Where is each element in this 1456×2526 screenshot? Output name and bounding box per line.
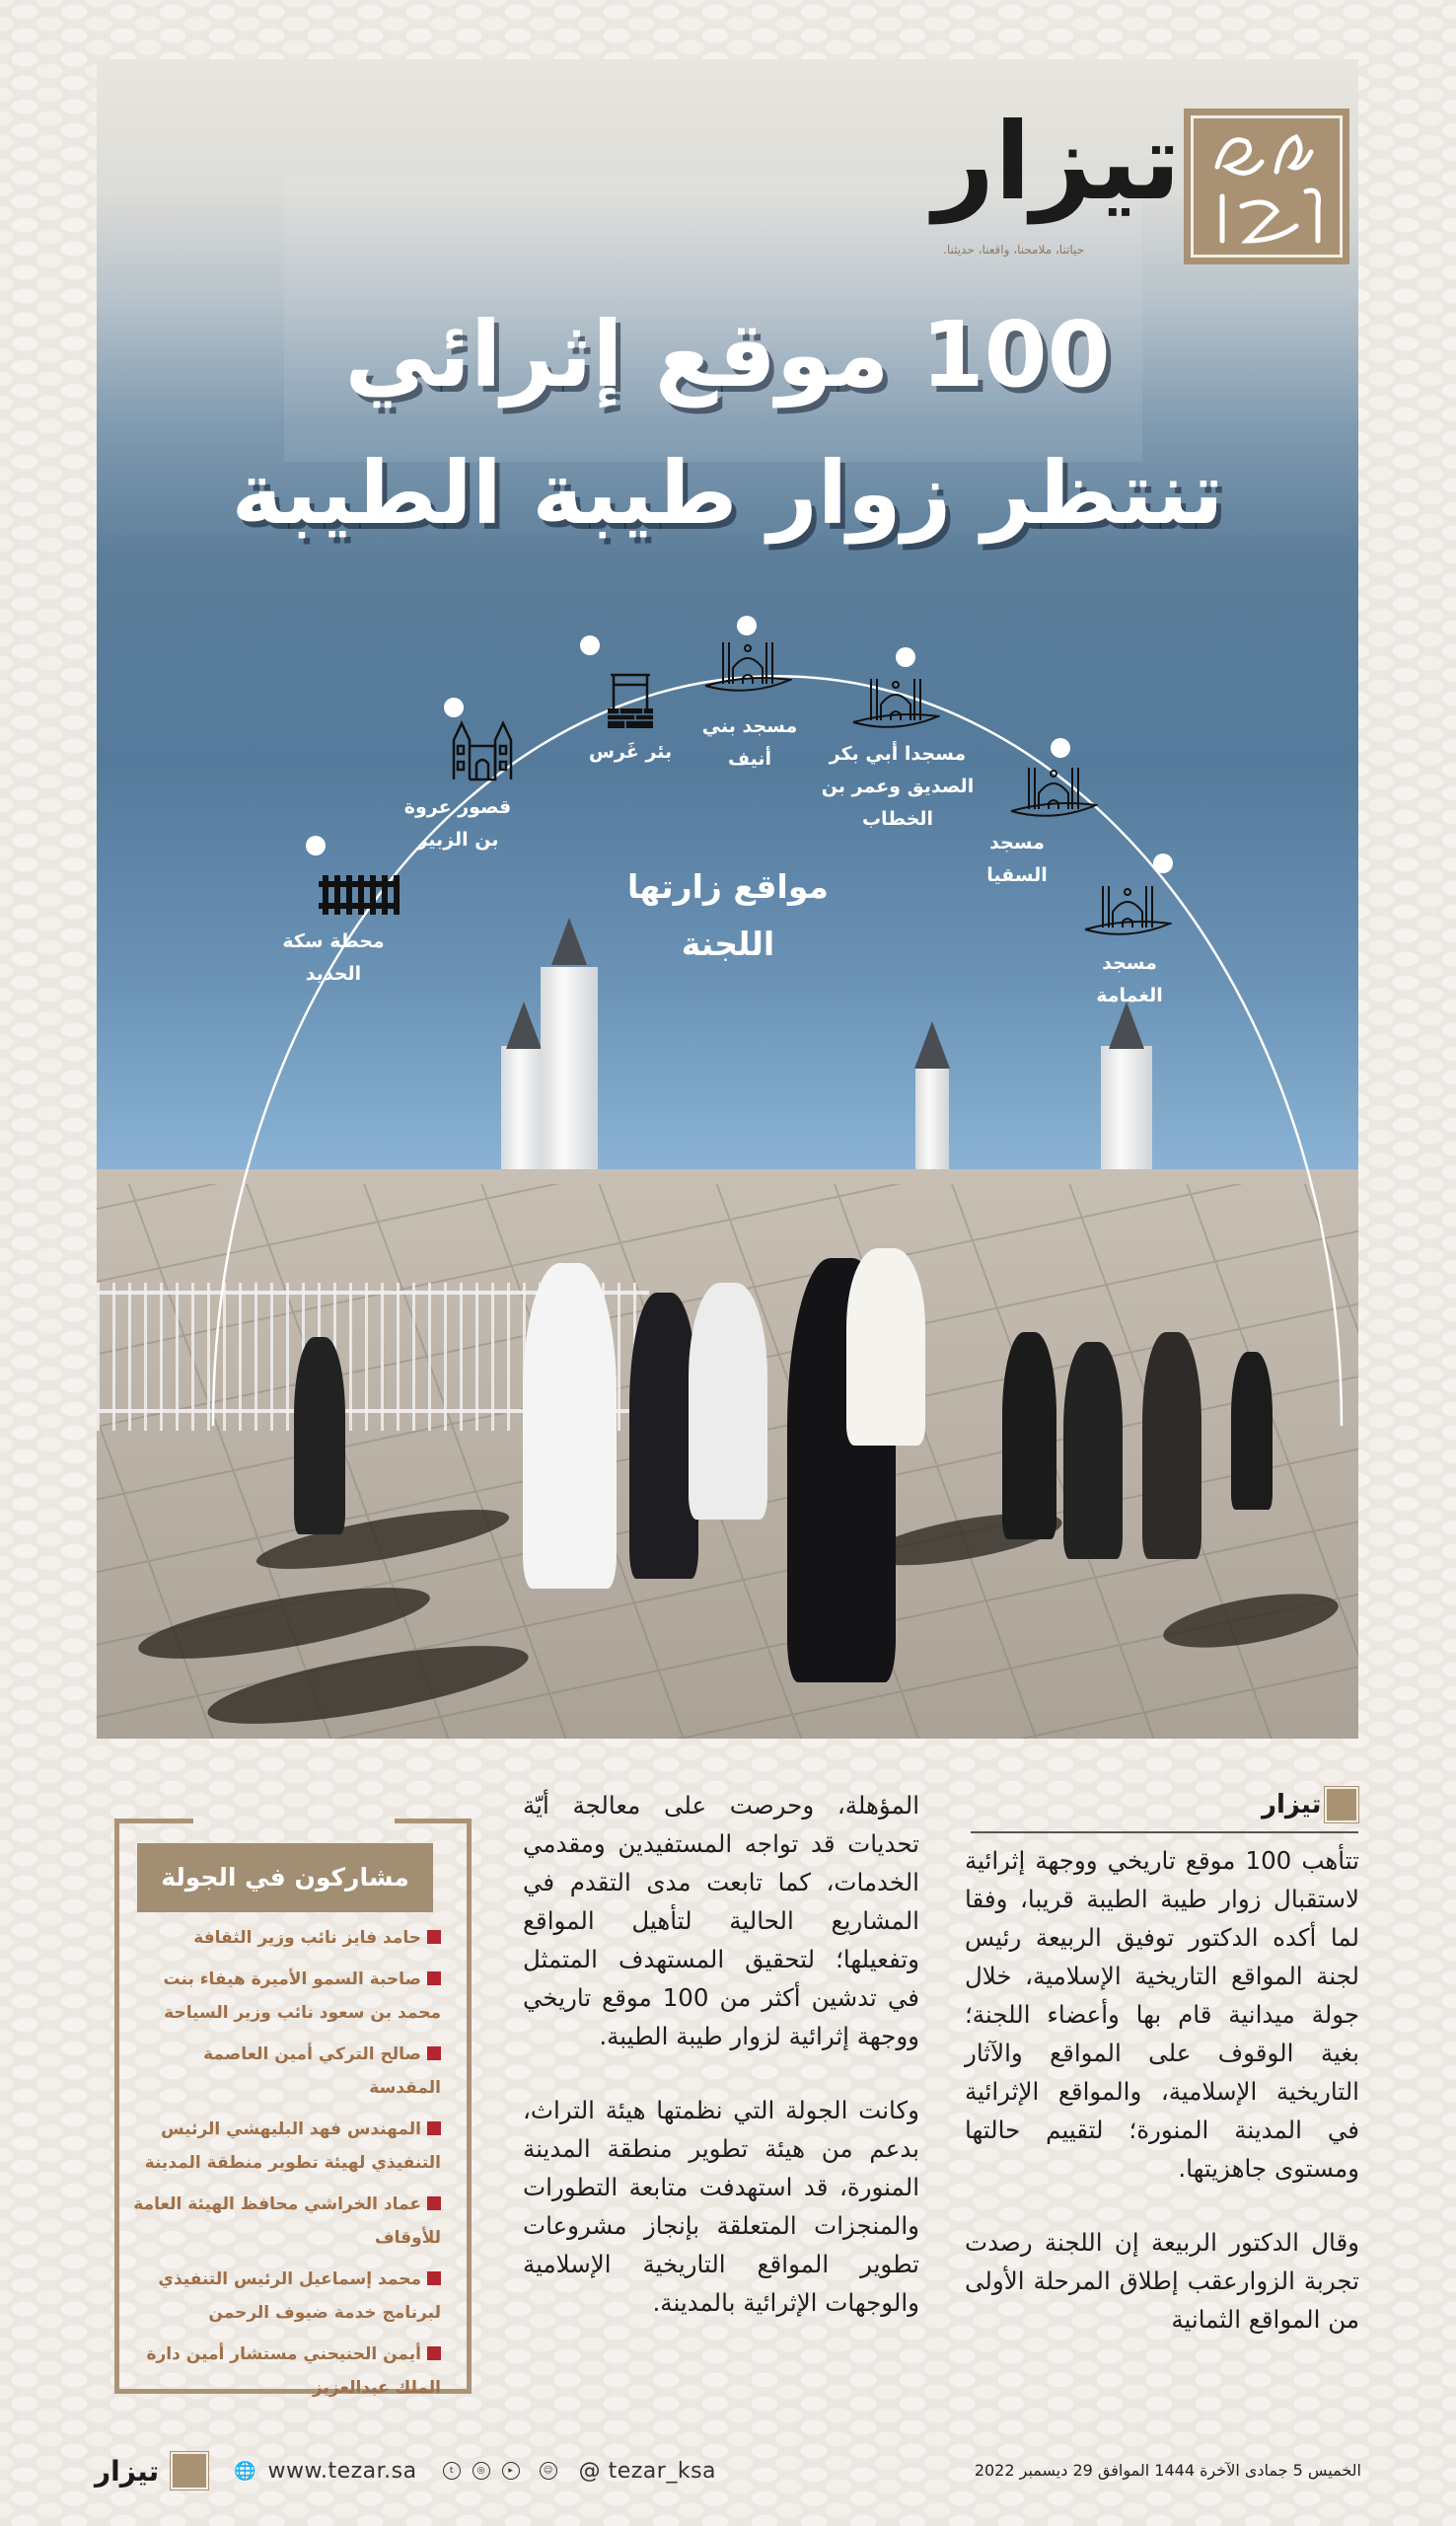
arc-node <box>1153 854 1173 873</box>
bullet-square-icon <box>427 2271 441 2285</box>
participant-text: أيمن الحنيحني مستشار أمين دارة الملك عبدالعزيز <box>146 2344 441 2398</box>
instagram-icon[interactable]: ◎ <box>473 2462 490 2480</box>
site-label-ghamama-mosque <box>1096 947 1163 1012</box>
article-column-2 <box>523 1786 919 2357</box>
arc-line <box>213 676 1342 1426</box>
site-label-line: بئر غَرس <box>588 741 673 763</box>
participants-list <box>130 1921 441 2413</box>
participant-item <box>130 2188 441 2255</box>
arc-node <box>580 635 600 655</box>
center-label-line: اللجنة <box>681 925 775 963</box>
participant-item <box>130 2263 441 2330</box>
issue-date: الخميس 5 جمادى الآخرة 1444 الموافق 29 ديسمبر 2022 <box>974 2461 1361 2480</box>
article-brand-wordmark: تيزار <box>1262 1790 1322 1820</box>
brand-tagline: حياتنا، ملامحنا، واقعنا، حديثنا. <box>943 243 1085 257</box>
participant-item <box>130 1921 441 1955</box>
site-label-line: مسجد <box>1102 952 1157 974</box>
bullet-square-icon <box>427 1930 441 1944</box>
participant-item <box>130 2038 441 2105</box>
globe-icon: 🌐 <box>234 2460 256 2482</box>
headline-line-1: 100 موقع إثرائي <box>344 302 1111 408</box>
headline-line-2: تنتظر زوار طيبة الطيبة <box>231 442 1224 544</box>
arc-node <box>737 616 757 635</box>
bullet-square-icon <box>427 2346 441 2360</box>
site-label-abubakr-omar-mosques <box>822 738 974 836</box>
mosque-icon <box>1083 878 1172 939</box>
bullet-square-icon <box>427 2046 441 2060</box>
infographic-center-label <box>570 858 886 973</box>
participant-text: عماد الخراشي محافظ الهيئة العامة للأوقاف <box>133 2194 441 2248</box>
castle-icon <box>452 720 513 781</box>
participant-item <box>130 2113 441 2180</box>
article-paragraph: وقال الدكتور الربيعة إن اللجنة رصدت تجربة الزوارعقب إطلاق المرحلة الأولى من المواقع الثمانية <box>965 2228 1359 2334</box>
site-label-line: الصديق وعمر بن <box>821 776 975 797</box>
snapchat-icon[interactable]: ☺ <box>540 2462 557 2480</box>
site-label-line: بن الزبير <box>416 829 499 851</box>
calligraphy-emblem-icon <box>171 2452 208 2489</box>
site-label-line: محطة سكة <box>282 930 385 952</box>
article-brand-logo <box>1262 1788 1358 1821</box>
site-label-line: قصور عروة <box>403 796 512 818</box>
bullet-square-icon <box>427 1971 441 1985</box>
brand-wordmark: تيزار <box>933 101 1182 224</box>
article-paragraph: وكانت الجولة التي نظمتها هيئة التراث، بدعم من هيئة تطوير منطقة المدينة المنورة، قد استهدفت متابعة التطورات والمنجزات المتعلقة بإنجاز مشروعات تطوير المواقع التاريخية الإسلامية والوجهات الإثرائية بالمدينة. <box>523 2096 919 2317</box>
site-label-bani-anif-mosque <box>702 710 798 776</box>
hero-photo <box>97 59 1358 1739</box>
social-handle[interactable]: @ tezar_ksa <box>578 2458 717 2484</box>
bullet-square-icon <box>427 2196 441 2210</box>
article-paragraph: تتأهب 100 موقع تاريخي ووجهة إثرائية لاستقبال زوار طيبة الطيبة قريبا، وفقا لما أكده الدكتور توفيق الربيعة رئيس لجنة المواقع التاريخية الإسلامية، خلال جولة ميدانية قام بها وأعضاء اللجنة؛ بغية الوقوف على المواقع والآثار التاريخية الإسلامية، والمواقع الإثرائية في المدينة المنورة؛ لتقييم حالتها ومستوى جاهزيتها. <box>965 1846 1359 2183</box>
arc-node <box>1051 738 1070 758</box>
site-label-line: مسجد <box>989 832 1045 854</box>
site-label-ghars-well <box>589 736 672 769</box>
site-label-line: الغمامة <box>1096 985 1163 1006</box>
site-label-line: الحديد <box>305 963 362 985</box>
site-label-line: مسجد بني <box>701 715 798 737</box>
well-icon <box>606 671 655 730</box>
participant-text: صالح التركي أمين العاصمة المقدسة <box>203 2044 441 2098</box>
website-link[interactable]: www.tezar.sa <box>267 2458 417 2484</box>
participant-text: حامد فايز نائب وزير الثقافة <box>193 1928 421 1948</box>
site-label-railway-station <box>282 926 384 991</box>
footer-contact <box>95 2451 716 2490</box>
participant-text: محمد إسماعيل الرئيس التنفيذي لبرنامج خدمة ضيوف الرحمن <box>158 2269 441 2323</box>
bullet-square-icon <box>427 2121 441 2135</box>
footer-brand-wordmark: تيزار <box>95 2454 160 2488</box>
arc-node <box>306 836 326 855</box>
youtube-icon[interactable]: ▸ <box>502 2462 520 2480</box>
participant-text: المهندس فهد البليهشي الرئيس التنفيذي لهيئة تطوير منطقة المدينة <box>144 2119 441 2173</box>
participant-text: صاحبة السمو الأميرة هيفاء بنت محمد بن سعود نائب وزير السياحة <box>163 1969 441 2023</box>
site-label-suqya-mosque <box>986 827 1048 892</box>
site-label-line: السقيا <box>986 864 1048 886</box>
mosque-icon <box>1009 760 1098 821</box>
arc-node <box>896 647 915 667</box>
site-label-line: مسجدا أبي بكر <box>829 743 967 765</box>
railway-icon <box>319 875 400 915</box>
center-label-line: مواقع زارتها <box>627 867 829 906</box>
article-divider <box>971 1831 1358 1833</box>
article-column-1 <box>965 1841 1359 2374</box>
mosque-icon <box>851 671 940 732</box>
mosque-icon <box>703 634 792 696</box>
article-paragraph: المؤهلة، وحرصت على معالجة أيّة تحديات قد تواجه المستفيدين ومقدمي الخدمات، كما تابعت مدى التقدم في المشاريع الحالية لتأهيل المواقع وتفعيلها؛ لتحقيق المستهدف المتمثل في تدشين أكثر من 100 موقع تاريخي ووجهة إثرائية لزوار طيبة الطيبة. <box>523 1791 919 2050</box>
participant-item <box>130 2338 441 2405</box>
site-label-line: أنيف <box>727 748 772 770</box>
site-label-line: الخطاب <box>861 808 934 830</box>
arc-node <box>444 698 464 717</box>
twitter-icon[interactable]: t <box>443 2462 461 2480</box>
calligraphy-emblem-icon <box>1325 1787 1358 1822</box>
site-label-urwa-palaces <box>404 791 511 856</box>
sidebar-title: مشاركون في الجولة <box>137 1843 433 1912</box>
participant-item <box>130 1963 441 2030</box>
